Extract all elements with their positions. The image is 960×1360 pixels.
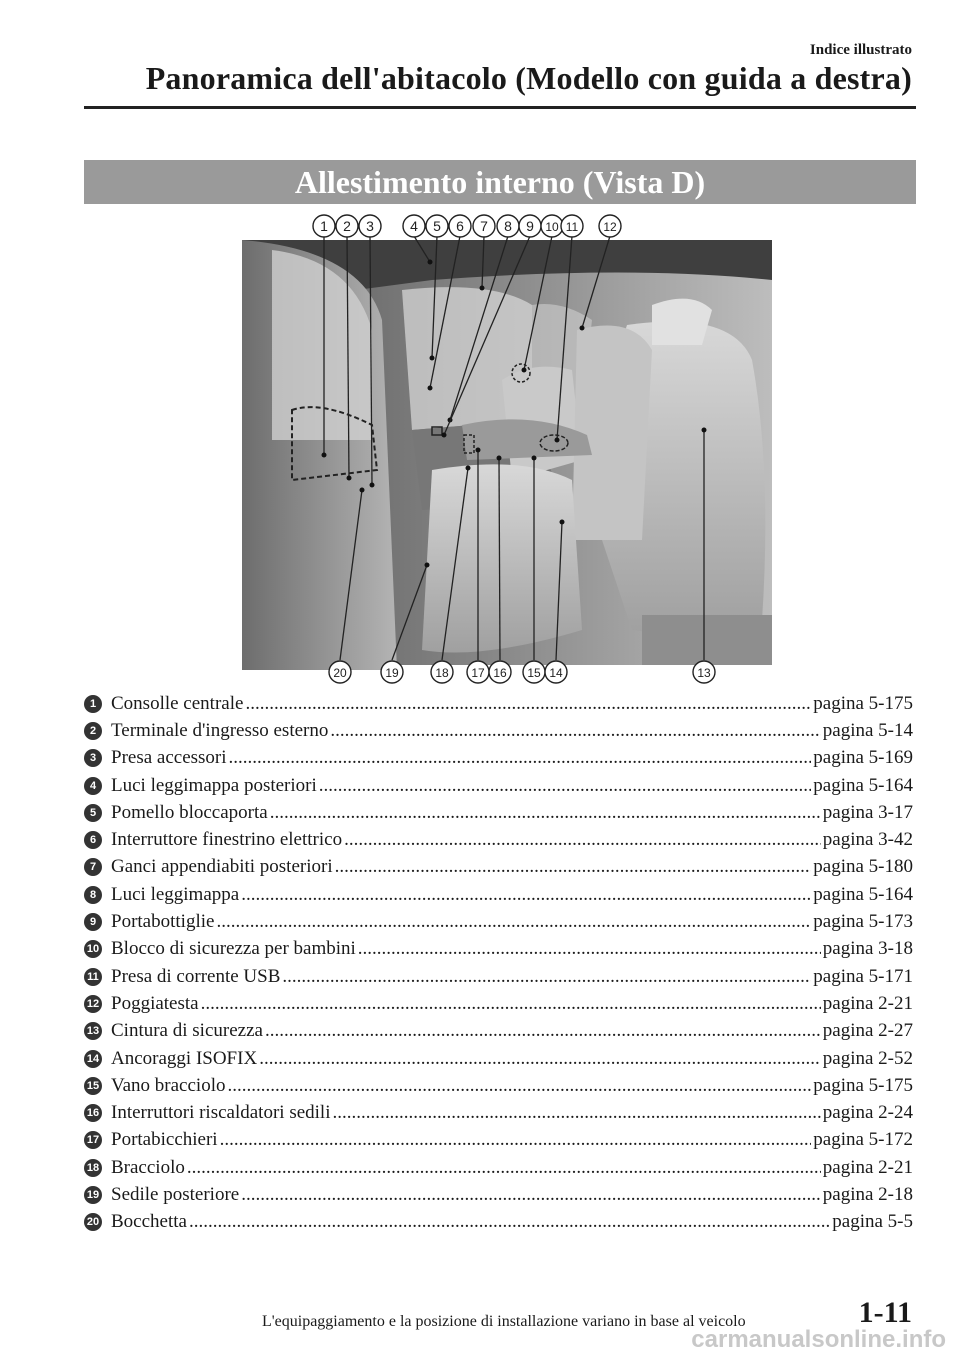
item-label: Sedile posteriore [111,1183,240,1205]
leader-dot [428,386,433,391]
callout-marker [523,661,545,683]
callout-number: 20 [333,666,347,680]
callout-marker [359,215,381,237]
item-label: Vano bracciolo [111,1074,226,1096]
list-item [84,1072,913,1099]
item-number: 2 [84,722,102,740]
callout-number: 9 [526,218,534,234]
callout-number: 13 [697,666,711,680]
item-number: 12 [84,995,102,1013]
list-item [84,1209,913,1236]
item-number: 9 [84,913,102,931]
callout-marker [489,661,511,683]
callout-number: 1 [320,218,328,234]
leader-dot [480,286,485,291]
callout-marker [467,661,489,683]
item-number: 6 [84,831,102,849]
leader-dot [522,368,527,373]
list-item [84,881,913,908]
item-page-ref: pagina 5-173 [813,911,913,933]
item-page-ref: pagina 5-172 [813,1129,913,1151]
item-page-ref: pagina 5-164 [813,774,913,796]
callout-marker [403,215,425,237]
callout-number: 2 [343,218,351,234]
item-number: 14 [84,1050,102,1068]
item-label: Bocchetta [111,1211,187,1233]
list-item [84,963,913,990]
callout-number: 8 [504,218,512,234]
item-page-ref: pagina 2-52 [822,1047,913,1069]
item-label: Presa accessori [111,747,227,769]
leader-dot [322,453,327,458]
list-item [84,1045,913,1072]
item-number: 3 [84,749,102,767]
item-number: 1 [84,695,102,713]
item-number: 13 [84,1022,102,1040]
item-number: 17 [84,1131,102,1149]
leader-dot [347,476,352,481]
list-item [84,826,913,853]
callout-number: 16 [493,666,507,680]
item-label: Bracciolo [111,1156,185,1178]
item-label: Luci leggimappa [111,883,240,905]
item-page-ref: pagina 5-169 [813,747,913,769]
item-label: Portabottiglie [111,911,215,933]
leader-dot [442,433,447,438]
list-item [84,772,913,799]
list-item [84,1099,913,1126]
item-label: Pomello bloccaporta [111,801,268,823]
section-banner: Allestimento interno (Vista D) [84,160,916,204]
callout-marker [329,661,351,683]
leader-dot [370,483,375,488]
page-title: Panoramica dell'abitacolo (Modello con guida a destra) [145,60,912,96]
leader-dot [702,428,707,433]
list-item [84,799,913,826]
callout-number: 10 [545,220,559,234]
leader-dot [476,448,481,453]
item-page-ref: pagina 5-171 [813,965,913,987]
list-item [84,745,913,772]
callout-marker [449,215,471,237]
item-label: Interruttore finestrino elettrico [111,829,343,851]
item-page-ref: pagina 2-24 [822,1102,913,1124]
watermark: carmanualsonline.info [691,1326,946,1353]
item-label: Poggiatesta [111,992,199,1014]
item-label: Blocco di sicurezza per bambini [111,938,356,960]
list-item [84,717,913,744]
item-page-ref: pagina 3-17 [822,801,913,823]
callout-number: 11 [565,220,579,234]
list-item [84,908,913,935]
callout-marker [519,215,541,237]
item-label: Ganci appendiabiti posteriori [111,856,333,878]
footer-note: L'equipaggiamento e la posizione di installazione variano in base al veicolo [262,1313,746,1330]
section-label: Indice illustrato [809,42,912,58]
callout-marker [693,661,715,683]
item-page-ref: pagina 2-21 [822,992,913,1014]
item-page-ref: pagina 5-175 [813,1074,913,1096]
title-divider [84,106,916,109]
item-number: 10 [84,940,102,958]
callout-marker [431,661,453,683]
callout-marker [541,215,563,237]
item-page-ref: pagina 5-175 [813,692,913,714]
leader-dot [555,438,560,443]
list-item [84,1181,913,1208]
leader-dot [425,563,430,568]
item-number: 18 [84,1159,102,1177]
callout-row-top [313,215,621,237]
item-number: 4 [84,777,102,795]
item-number: 20 [84,1213,102,1231]
item-number: 15 [84,1077,102,1095]
leader-dot [580,326,585,331]
callout-marker [497,215,519,237]
list-item [84,854,913,881]
item-label: Ancoraggi ISOFIX [111,1047,258,1069]
callout-marker [545,661,567,683]
item-label: Presa di corrente USB [111,965,281,987]
item-label: Consolle centrale [111,692,244,714]
item-label: Portabicchieri [111,1129,218,1151]
item-number: 8 [84,886,102,904]
item-number: 11 [84,968,102,986]
callout-number: 15 [527,666,541,680]
callout-number: 17 [471,666,485,680]
callout-marker [599,215,621,237]
leader-dot [532,456,537,461]
callout-marker [336,215,358,237]
callout-number: 12 [603,220,617,234]
interior-illustration [232,210,772,690]
list-item [84,936,913,963]
item-label: Luci leggimappa posteriori [111,774,317,796]
list-item [84,1018,913,1045]
item-page-ref: pagina 2-21 [822,1156,913,1178]
list-item [84,1154,913,1181]
callout-marker [381,661,403,683]
item-page-ref: pagina 5-5 [832,1211,913,1233]
item-page-ref: pagina 5-164 [813,883,913,905]
item-page-ref: pagina 2-18 [822,1183,913,1205]
list-item [84,990,913,1017]
item-number: 16 [84,1104,102,1122]
callout-number: 14 [549,666,563,680]
item-label: Cintura di sicurezza [111,1020,263,1042]
leader-dot [560,520,565,525]
callout-marker [561,215,583,237]
callout-marker [313,215,335,237]
item-number: 19 [84,1186,102,1204]
callout-marker [473,215,495,237]
callout-number: 5 [433,218,441,234]
callout-number: 19 [385,666,399,680]
item-page-ref: pagina 2-27 [822,1020,913,1042]
leader-dot [466,466,471,471]
callout-marker [426,215,448,237]
list-item [84,1127,913,1154]
list-item [84,690,913,717]
item-label: Interruttori riscaldatori sedili [111,1102,331,1124]
leader-dot [428,260,433,265]
leader-dot [360,488,365,493]
callout-number: 6 [456,218,464,234]
callout-number: 4 [410,218,418,234]
page-number: 1-11 [858,1296,912,1329]
callout-number: 3 [366,218,374,234]
item-page-ref: pagina 5-180 [813,856,913,878]
item-page-ref: pagina 5-14 [822,719,913,741]
callout-number: 18 [435,666,449,680]
leader-dot [430,356,435,361]
item-page-ref: pagina 3-18 [822,938,913,960]
item-label: Terminale d'ingresso esterno [111,719,329,741]
legend-list [84,690,913,1236]
item-number: 5 [84,804,102,822]
leader-dot [497,456,502,461]
item-number: 7 [84,858,102,876]
item-page-ref: pagina 3-42 [822,829,913,851]
callout-number: 7 [480,218,488,234]
